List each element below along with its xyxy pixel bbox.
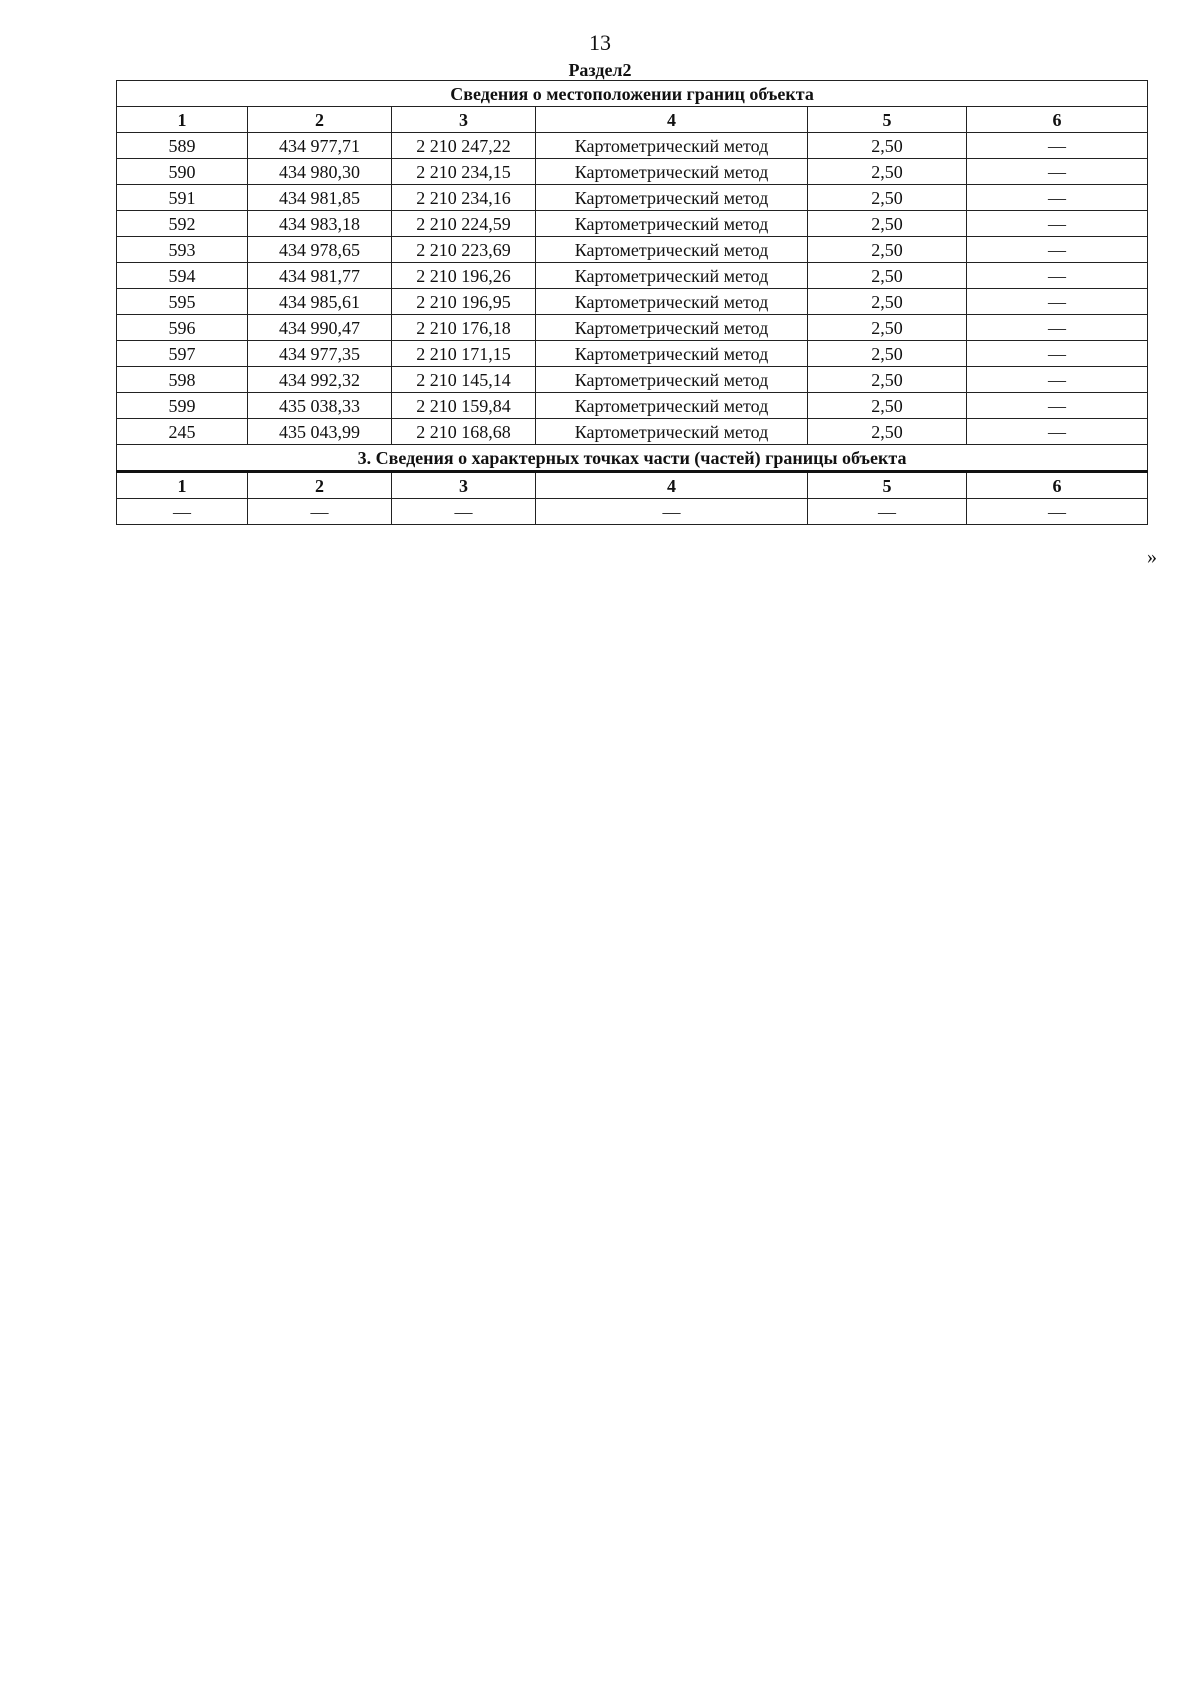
column-number-cell: 2 bbox=[248, 107, 392, 133]
table-cell: 2 210 196,95 bbox=[392, 289, 536, 315]
table-cell: Картометрический метод bbox=[536, 185, 808, 211]
table-row bbox=[117, 419, 1148, 445]
table-cell: 2 210 223,69 bbox=[392, 237, 536, 263]
section-title: Раздел2 bbox=[568, 60, 632, 80]
table-cell: 434 978,65 bbox=[248, 237, 392, 263]
table-cell: 2 210 176,18 bbox=[392, 315, 536, 341]
table-cell: — bbox=[967, 159, 1148, 185]
table-row bbox=[117, 289, 1148, 315]
table-cell: — bbox=[967, 133, 1148, 159]
part-table-row bbox=[117, 499, 1148, 525]
table-cell: 590 bbox=[117, 159, 248, 185]
table-cell: 594 bbox=[117, 263, 248, 289]
table-cell: — bbox=[967, 185, 1148, 211]
table-cell: Картометрический метод bbox=[536, 133, 808, 159]
column-number-cell: 4 bbox=[536, 472, 808, 499]
column-number-cell: 1 bbox=[117, 472, 248, 499]
table-cell: 434 980,30 bbox=[248, 159, 392, 185]
table-cell: Картометрический метод bbox=[536, 211, 808, 237]
table-cell: 435 043,99 bbox=[248, 419, 392, 445]
table-cell: 2,50 bbox=[808, 341, 967, 367]
table-cell: 591 bbox=[117, 185, 248, 211]
table-heading: Сведения о местоположении границ объекта bbox=[117, 81, 1148, 107]
table-cell: — bbox=[117, 499, 248, 525]
table-cell: 2,50 bbox=[808, 237, 967, 263]
table-cell: 2,50 bbox=[808, 289, 967, 315]
closing-quote: » bbox=[1147, 546, 1157, 568]
table-cell: 434 990,47 bbox=[248, 315, 392, 341]
table-row bbox=[117, 133, 1148, 159]
table-cell: — bbox=[967, 341, 1148, 367]
column-number-cell: 1 bbox=[117, 107, 248, 133]
table-cell: 245 bbox=[117, 419, 248, 445]
table-row bbox=[117, 185, 1148, 211]
table-cell: 2,50 bbox=[808, 263, 967, 289]
table-heading-row bbox=[117, 81, 1148, 107]
table-row bbox=[117, 211, 1148, 237]
table-cell: 2 210 234,15 bbox=[392, 159, 536, 185]
table-cell: — bbox=[967, 419, 1148, 445]
table-cell: 2,50 bbox=[808, 367, 967, 393]
table-cell: Картометрический метод bbox=[536, 237, 808, 263]
table-cell: 597 bbox=[117, 341, 248, 367]
page-number: 13 bbox=[589, 30, 611, 55]
table-row bbox=[117, 315, 1148, 341]
column-number-cell: 3 bbox=[392, 107, 536, 133]
table-cell: 434 992,32 bbox=[248, 367, 392, 393]
table-cell: 2,50 bbox=[808, 315, 967, 341]
table-cell: 2 210 159,84 bbox=[392, 393, 536, 419]
table-cell: 434 981,77 bbox=[248, 263, 392, 289]
table-cell: Картометрический метод bbox=[536, 263, 808, 289]
table-cell: 2,50 bbox=[808, 133, 967, 159]
table-cell: Картометрический метод bbox=[536, 289, 808, 315]
column-number-cell: 6 bbox=[967, 107, 1148, 133]
table-cell: 434 985,61 bbox=[248, 289, 392, 315]
table-cell: — bbox=[808, 499, 967, 525]
table-cell: — bbox=[967, 211, 1148, 237]
table-cell: 2 210 224,59 bbox=[392, 211, 536, 237]
table-row bbox=[117, 237, 1148, 263]
table-cell: Картометрический метод bbox=[536, 367, 808, 393]
table-cell: — bbox=[248, 499, 392, 525]
table-cell: 2 210 171,15 bbox=[392, 341, 536, 367]
table-cell: 599 bbox=[117, 393, 248, 419]
table-cell: — bbox=[392, 499, 536, 525]
table-cell: 589 bbox=[117, 133, 248, 159]
column-number-cell: 4 bbox=[536, 107, 808, 133]
table-cell: 596 bbox=[117, 315, 248, 341]
table-cell: 2,50 bbox=[808, 393, 967, 419]
table-row bbox=[117, 263, 1148, 289]
table-cell: — bbox=[536, 499, 808, 525]
table-row bbox=[117, 159, 1148, 185]
column-number-cell: 2 bbox=[248, 472, 392, 499]
table-cell: 593 bbox=[117, 237, 248, 263]
table-cell: 434 981,85 bbox=[248, 185, 392, 211]
table-cell: 2 210 196,26 bbox=[392, 263, 536, 289]
table-row bbox=[117, 367, 1148, 393]
table-cell: — bbox=[967, 499, 1148, 525]
table-cell: 434 983,18 bbox=[248, 211, 392, 237]
part-heading: 3. Сведения о характерных точках части (частей) границы объекта bbox=[117, 445, 1148, 472]
table-cell: 2 210 247,22 bbox=[392, 133, 536, 159]
table-cell: 598 bbox=[117, 367, 248, 393]
table-cell: — bbox=[967, 289, 1148, 315]
table-cell: — bbox=[967, 237, 1148, 263]
table-cell: 2 210 145,14 bbox=[392, 367, 536, 393]
table-cell: Картометрический метод bbox=[536, 393, 808, 419]
table-row bbox=[117, 341, 1148, 367]
column-number-cell: 5 bbox=[808, 472, 967, 499]
table-cell: 592 bbox=[117, 211, 248, 237]
table-cell: 2,50 bbox=[808, 211, 967, 237]
table-cell: Картометрический метод bbox=[536, 159, 808, 185]
part-heading-row bbox=[117, 445, 1148, 472]
table-cell: Картометрический метод bbox=[536, 419, 808, 445]
table-cell: — bbox=[967, 263, 1148, 289]
table-cell: 2 210 234,16 bbox=[392, 185, 536, 211]
table-cell: 2 210 168,68 bbox=[392, 419, 536, 445]
column-number-cell: 3 bbox=[392, 472, 536, 499]
table-cell: 2,50 bbox=[808, 159, 967, 185]
table-cell: 434 977,71 bbox=[248, 133, 392, 159]
table-cell: Картометрический метод bbox=[536, 341, 808, 367]
column-number-cell: 6 bbox=[967, 472, 1148, 499]
part-column-number-row bbox=[117, 472, 1148, 499]
table-cell: 595 bbox=[117, 289, 248, 315]
table-body bbox=[117, 81, 1148, 525]
table-row bbox=[117, 393, 1148, 419]
table-cell: Картометрический метод bbox=[536, 315, 808, 341]
boundary-table bbox=[116, 80, 1148, 525]
table-cell: — bbox=[967, 315, 1148, 341]
table-cell: 434 977,35 bbox=[248, 341, 392, 367]
table-cell: — bbox=[967, 367, 1148, 393]
table-cell: 2,50 bbox=[808, 419, 967, 445]
table-cell: 2,50 bbox=[808, 185, 967, 211]
column-number-cell: 5 bbox=[808, 107, 967, 133]
table-cell: — bbox=[967, 393, 1148, 419]
column-number-row bbox=[117, 107, 1148, 133]
table-cell: 435 038,33 bbox=[248, 393, 392, 419]
